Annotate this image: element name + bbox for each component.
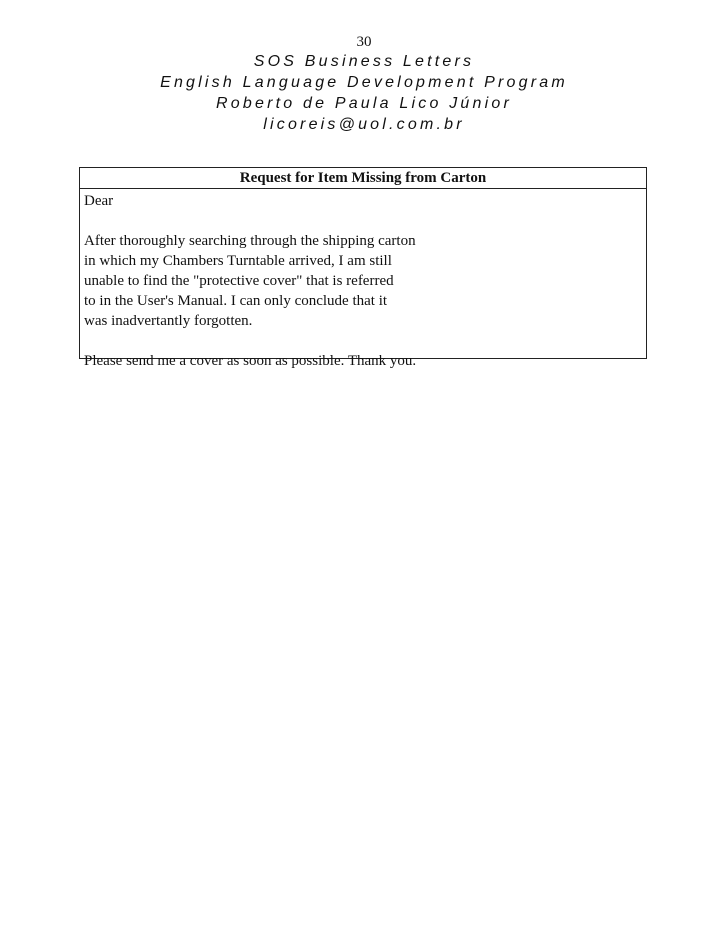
paragraph-line: After thoroughly searching through the shipping carton — [84, 233, 416, 249]
letter-body — [80, 189, 646, 371]
header-title: SOS Business Letters — [253, 53, 475, 70]
paragraph-gap — [84, 211, 646, 231]
document-header — [0, 51, 728, 135]
letter-box — [79, 167, 647, 369]
header-author: Roberto de Paula Lico Júnior — [216, 95, 512, 112]
header-program: English Language Development Program — [160, 74, 568, 91]
page-number: 30 — [356, 34, 372, 50]
letter-salutation: Dear — [84, 193, 114, 209]
paragraph-line: in which my Chambers Turntable arrived, I am still — [84, 253, 392, 269]
paragraph-line: was inadvertantly forgotten. — [84, 313, 253, 329]
paragraph-line: to in the User's Manual. I can only conclude that it — [84, 293, 388, 309]
header-email: licoreis@uol.com.br — [263, 116, 465, 133]
letter-title: Request for Item Missing from Carton — [80, 168, 646, 189]
letter-closing: Please send me a cover as soon as possible. Thank you. — [84, 353, 417, 369]
paragraph-gap — [84, 331, 646, 351]
paragraph-line: unable to find the "protective cover" that is referred — [84, 273, 394, 289]
